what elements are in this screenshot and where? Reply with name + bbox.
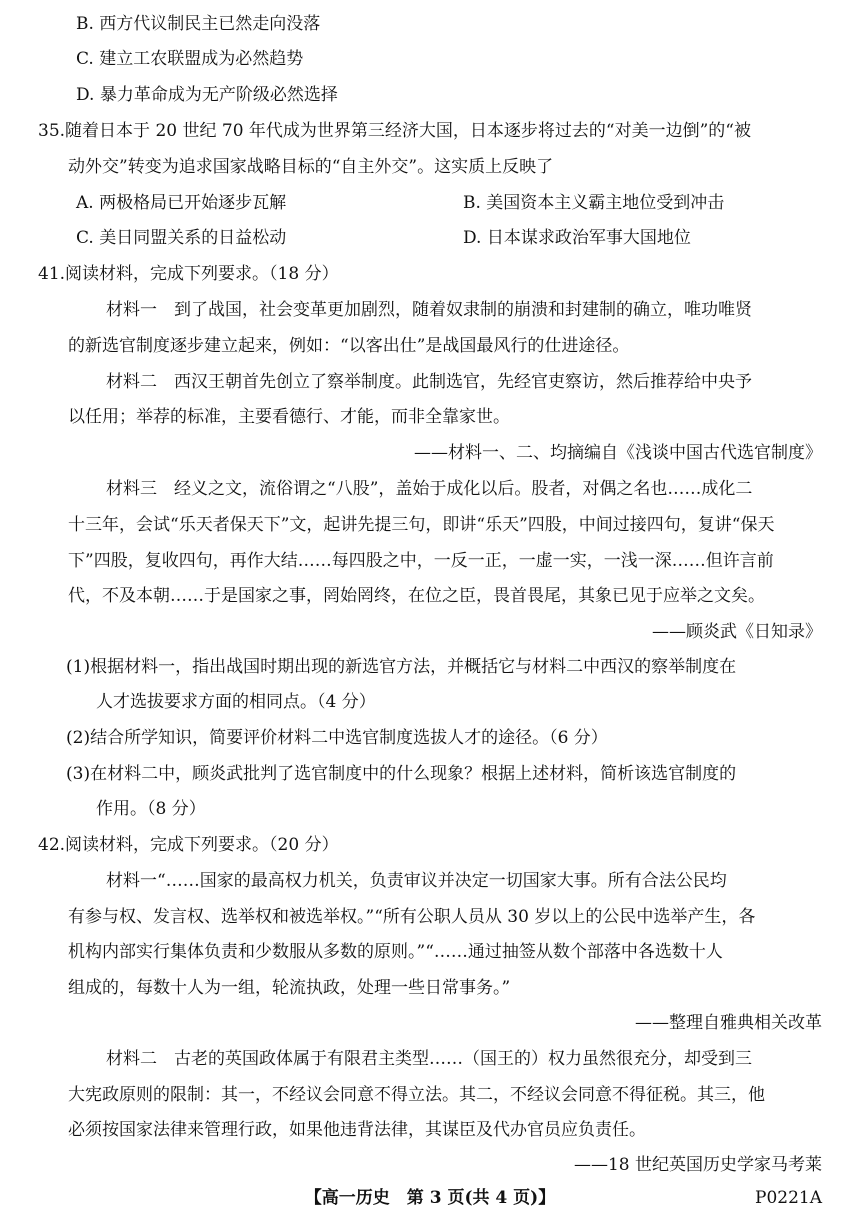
q35-stem-line-1: 35.随着日本于 20 世纪 70 年代成为世界第三经济大国，日本逐步将过去的“对美一边倒”的“被 bbox=[38, 121, 751, 141]
q35-stem-line-2: 动外交”转变为追求国家战略目标的“自主外交”。这实质上反映了 bbox=[68, 157, 554, 177]
q42-source-1: ——整理自雅典相关改革 bbox=[635, 1013, 822, 1033]
q35-option-c: C. 美日同盟关系的日益松动 bbox=[76, 228, 287, 248]
q34-option-d: D. 暴力革命成为无产阶级必然选择 bbox=[76, 85, 338, 105]
q42-material1-line-4: 组成的，每数十人为一组，轮流执政，处理一些日常事务。” bbox=[68, 978, 511, 998]
q42-material1-line-3: 机构内部实行集体负责和少数服从多数的原则。”“……通过抽签从数个部落中各选数十人 bbox=[68, 942, 723, 962]
q34-option-b: B. 西方代议制民主已然走向没落 bbox=[76, 14, 321, 34]
q35-option-a: A. 两极格局已开始逐步瓦解 bbox=[76, 193, 287, 213]
q41-material3-line-3: 下”四股，复收四句，再作大结……每四股之中，一反一正，一虚一实，一浅一深……但许言前 bbox=[68, 551, 774, 571]
q34-option-c: C. 建立工农联盟成为必然趋势 bbox=[76, 49, 304, 69]
q41-material2-line-2: 以任用；举荐的标准，主要看德行、才能，而非全靠家世。 bbox=[68, 407, 510, 427]
q42-material2-line-3: 必须按国家法律来管理行政，如果他违背法律，其谋臣及代办官员应负责任。 bbox=[68, 1120, 646, 1140]
q42-material2-line-2: 大宪政原则的限制：其一，不经议会同意不得立法。其二，不经议会同意不得征税。其三，他 bbox=[68, 1085, 765, 1105]
q41-question-2: (2)结合所学知识，简要评价材料二中选官制度选拔人才的途径。（6 分） bbox=[66, 728, 608, 748]
q41-material3-line-2: 十三年，会试“乐天者保天下”文，起讲先提三句，即讲“乐天”四股，中间过接四句，复讲“保天 bbox=[68, 515, 775, 535]
q35-option-d: D. 日本谋求政治军事大国地位 bbox=[463, 228, 691, 248]
q42-title: 42.阅读材料，完成下列要求。（20 分） bbox=[38, 835, 339, 855]
q41-material3-line-1: 材料三 经义之文，流俗谓之“八股”，盖始于成化以后。股者，对偶之名也……成化二 bbox=[106, 479, 753, 499]
q41-material2-line-1: 材料二 西汉王朝首先创立了察举制度。此制选官，先经官吏察访，然后推荐给中央予 bbox=[106, 372, 752, 392]
q42-material1-line-1: 材料一“……国家的最高权力机关，负责审议并决定一切国家大事。所有合法公民均 bbox=[106, 871, 727, 891]
q41-question-1-line-1: (1)根据材料一，指出战国时期出现的新选官方法，并概括它与材料二中西汉的察举制度在 bbox=[66, 657, 737, 677]
q42-material1-line-2: 有参与权、发言权、选举权和被选举权。”“所有公职人员从 30 岁以上的公民中选举产生，各 bbox=[68, 907, 756, 927]
q41-material3-line-4: 代，不及本朝……于是国家之事，罔始罔终，在位之臣，畏首畏尾，其象已见于应举之文矣。 bbox=[68, 586, 765, 606]
paper-code: P0221A bbox=[755, 1188, 822, 1208]
q41-source-3: ——顾炎武《日知录》 bbox=[652, 622, 822, 642]
q41-title: 41.阅读材料，完成下列要求。（18 分） bbox=[38, 264, 339, 284]
q41-material1-line-2: 的新选官制度逐步建立起来，例如：“以客出仕”是战国最风行的仕进途径。 bbox=[68, 336, 630, 356]
q35-option-b: B. 美国资本主义霸主地位受到冲击 bbox=[463, 193, 725, 213]
q41-source-12: ——材料一、二、均摘编自《浅谈中国古代选官制度》 bbox=[414, 443, 822, 463]
q42-material2-line-1: 材料二 古老的英国政体属于有限君主类型……（国王的）权力虽然很充分，却受到三 bbox=[106, 1049, 752, 1069]
q41-question-1-line-2: 人才选拔要求方面的相同点。（4 分） bbox=[96, 692, 376, 712]
q42-source-2: ——18 世纪英国历史学家马考莱 bbox=[573, 1155, 822, 1175]
q41-question-3-line-2: 作用。（8 分） bbox=[96, 799, 206, 819]
page-footer: 【高一历史 第 3 页(共 4 页)】 bbox=[304, 1188, 556, 1208]
q41-material1-line-1: 材料一 到了战国，社会变革更加剧烈，随着奴隶制的崩溃和封建制的确立，唯功唯贤 bbox=[106, 300, 752, 320]
q41-question-3-line-1: (3)在材料二中，顾炎武批判了选官制度中的什么现象？根据上述材料，简析该选官制度的 bbox=[66, 764, 737, 784]
